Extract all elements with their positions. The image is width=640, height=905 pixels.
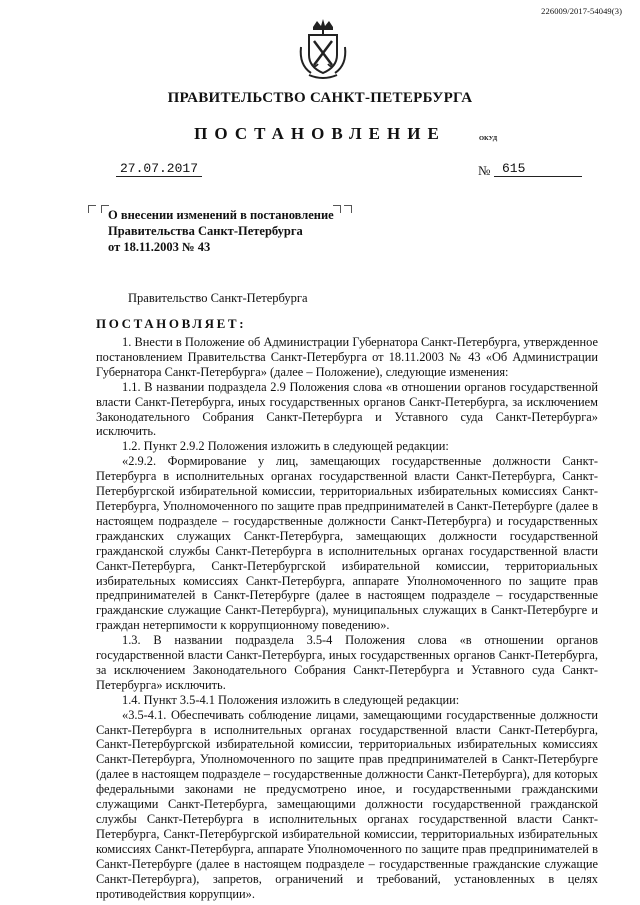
subject-line: Правительства Санкт-Петербурга [108,224,303,238]
decree-heading: ПОСТАНОВЛЕНИЕ [194,124,446,143]
corner-mark-left [88,205,96,213]
government-heading: ПРАВИТЕЛЬСТВО САНКТ-ПЕТЕРБУРГА [167,90,473,106]
okud-label: ОКУД [479,135,498,142]
subject-line: от 18.11.2003 № 43 [108,240,211,254]
decree-body [96,335,598,901]
body-paragraph-1-4: 1.4. Пункт 3.5-4.1 Положения изложить в следующей редакции: [122,692,460,707]
document-code: 226009/2017-54049(3) [541,6,622,16]
body-paragraph-1-1: 1.1. В названии подраздела 2.9 Положения слова «в отношении органов государственной власти Санкт-Петербурга, иных государственных органов Санкт-Петербурга, за исключением Законодательного Собрания Санкт-Петербурга и Уставного суда Санкт-Петербурга» исключить. [96,379,598,439]
number-sign: № [478,163,491,178]
body-paragraph-2-9-2: «2.9.2. Формирование у лиц, замещающих государственные должности Санкт-Петербурга в исполнительных органах государственной власти Санкт-Петербурга, Санкт-Петербургской избирательной комиссии, территориальных избирательных комиссиях Санкт-Петербурга, Уполномоченного по защите прав предпринимателей в Санкт-Петербурге (далее в настоящем подразделе – государственные должности Санкт-Петербурга) и государственных гражданских служащих Санкт-Петербурга, замещающих должности государственной гражданской службы Санкт-Петербурга в исполнительных органах государственной власти Санкт-Петербурга, Санкт-Петербургской избирательной комиссии, территориальных избирательных комиссиях Санкт-Петербурга, аппарате Уполномоченного по защите прав предпринимателей в Санкт-Петербурге (далее в настоящем подразделе – государственные гражданские служащие Санкт-Петербурга), муниципальных служащих в Санкт-Петербурге и граждан нетерпимости к коррупционному поведению». [96,454,598,633]
body-paragraph-3-5-4-1: «3.5-4.1. Обеспечивать соблюдение лицами, замещающими государственные должности Санкт-Петербурга в исполнительных органах государственной власти Санкт-Петербурга, Санкт-Петербургской избирательной комиссии, территориальных избирательных комиссиях Санкт-Петербурга, Уполномоченного по защите прав предпринимателей в Санкт-Петербурге (далее в настоящем подразделе – государственные должности Санкт-Петербурга), для которых федеральными законами не предусмотрено иное, и государственными гражданскими служащими Санкт-Петербурга, замещающими должности государственной гражданской службы Санкт-Петербурга в исполнительных органах государственной власти Санкт-Петербурга, Санкт-Петербургской избирательной комиссии, территориальных избирательных комиссиях Санкт-Петербурга, аппарате Уполномоченного по защите прав предпринимателей в Санкт-Петербурге (далее в настоящем подразделе – государственные гражданские служащие Санкт-Петербурга), запретов, ограничений и требований, установленных в целях противодействия коррупции». [96,707,598,901]
body-paragraph-1-3: 1.3. В названии подраздела 3.5-4 Положения слова «в отношении органов государственной власти Санкт-Петербурга, иных государственных органов Санкт-Петербурга, за исключением Законодательного Собрания Санкт-Петербурга и Уставного суда Санкт-Петербурга» исключить. [96,633,598,692]
coat-of-arms-emblem [295,17,351,81]
resolves-heading: ПОСТАНОВЛЯЕТ: [96,316,247,331]
decree-number: 615 [494,161,582,177]
subject-line: О внесении изменений в постановление [108,208,334,222]
body-paragraph-1-2: 1.2. Пункт 2.9.2 Положения изложить в следующей редакции: [122,439,449,454]
decree-date: 27.07.2017 [116,161,202,177]
decree-subject [108,207,358,255]
issuer-line: Правительство Санкт-Петербурга [128,291,308,305]
body-paragraph-1: 1. Внести в Положение об Администрации Губернатора Санкт-Петербурга, утвержденное постановлением Правительства Санкт-Петербурга от 18.11.2003 № 43 «Об Администрации Губернатора Санкт-Петербурга» (далее – Положение), следующие изменения: [96,335,598,379]
